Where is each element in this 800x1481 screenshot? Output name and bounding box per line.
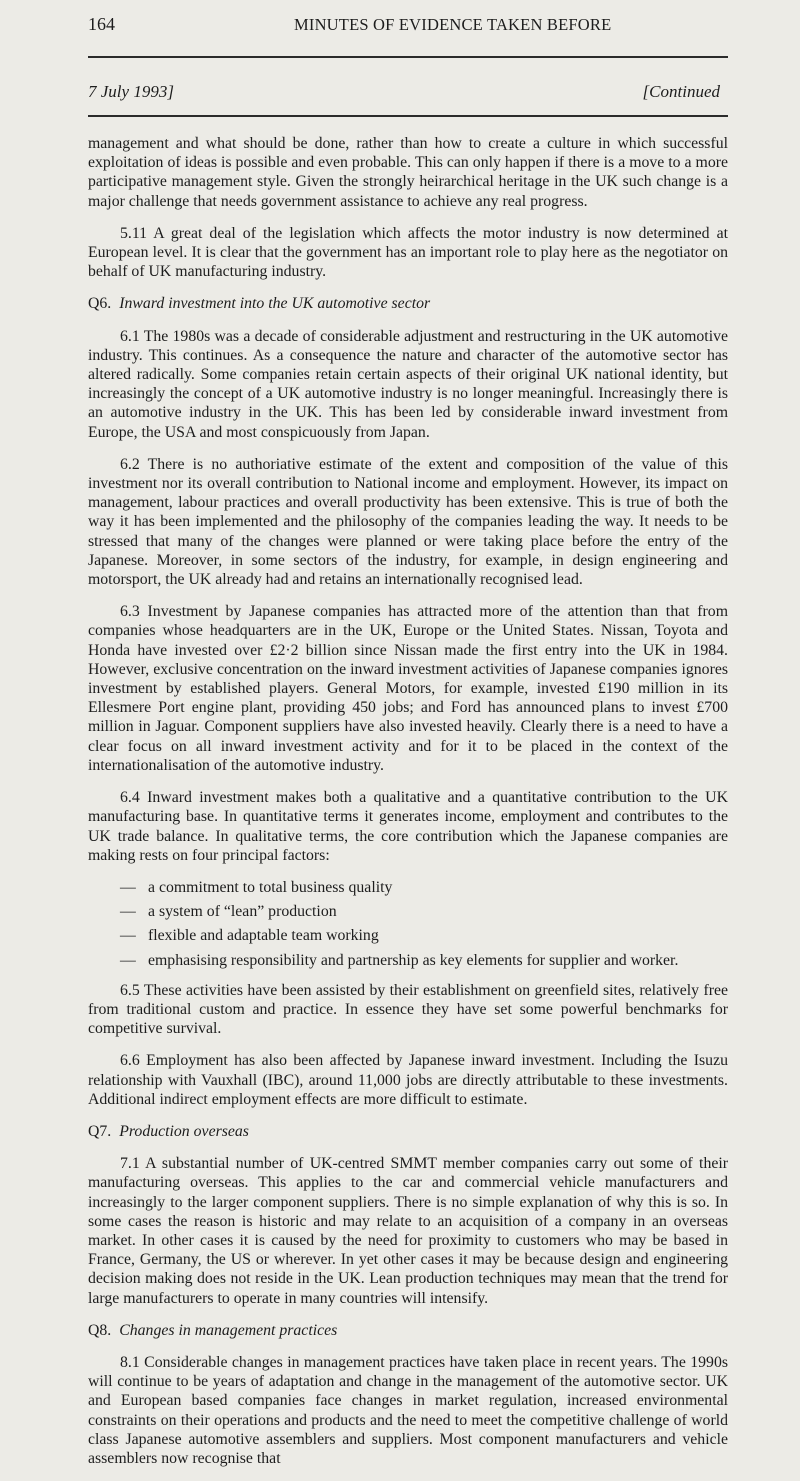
paragraph-5-11: 5.11 A great deal of the legislation which affects the motor industry is now determined at European level. It is clear that the government has an important role to play here as the negotiator on behalf of UK manufacturing industry. (88, 224, 728, 281)
continued-label: [Continued (642, 82, 720, 101)
header-rule-bottom (88, 115, 728, 117)
question-8-heading (88, 1321, 728, 1340)
question-6-number: Q6. (88, 295, 112, 313)
list-item: — emphasising responsibility and partnership as key elements for supplier and worker. (120, 951, 679, 969)
evidence-date: 7 July 1993] (88, 82, 174, 101)
dash-marker: — (120, 878, 136, 896)
paragraph-6-1: 6.1 The 1980s was a decade of considerable adjustment and restructuring in the UK automotive industry. This continues. As a consequence the nature and character of the automotive sector has altered radically. Some companies retain certain aspects of their original UK national identity, but increasingly the concept of a UK automotive industry is no longer meaningful. Increasingly there is an automotive industry in the UK. This has been led by considerable inward investment from Europe, the USA and most conspicuously from Japan. (88, 327, 728, 441)
list-item: — a commitment to total business quality (120, 878, 393, 896)
dash-marker: — (120, 927, 136, 945)
list-item: — flexible and adaptable team working (120, 927, 379, 945)
running-title: MINUTES OF EVIDENCE TAKEN BEFORE (294, 15, 612, 34)
question-8-number: Q8. (88, 1321, 112, 1339)
header-rule-top (88, 56, 728, 58)
question-7-title: Production overseas (119, 1122, 249, 1140)
paragraph-6-5: 6.5 These activities have been assisted by their establishment on greenfield sites, relatively free from traditional custom and practice. In essence they have set some powerful benchmarks for competitive survival. (88, 981, 728, 1038)
paragraph-6-4: 6.4 Inward investment makes both a qualitative and a quantitative contribution to the UK manufacturing base. In quantitative terms it generates income, employment and contributes to the UK trade balance. In qualitative terms, the core contribution which the Japanese companies are making rests on four principal factors: (88, 789, 728, 864)
question-6-title: Inward investment into the UK automotive sector (119, 295, 431, 313)
date-line (88, 82, 728, 104)
question-6-heading (88, 294, 728, 313)
paragraph-8-1: 8.1 Considerable changes in management practices have taken place in recent years. The 1990s will continue to be years of adaptation and change in the management of the automotive sector. UK and European based companies face changes in market regulation, increased environmental constraints on their operations and products and the need to meet the competitive challenge of world class Japanese automotive assemblers and suppliers. Most component manufacturers and vehicle assemblers now recognise that (88, 1353, 728, 1467)
factors-list (88, 878, 728, 970)
dash-marker: — (120, 903, 136, 921)
question-8-title: Changes in management practices (119, 1321, 338, 1339)
paragraph-6-2: 6.2 There is no authoriative estimate of the extent and composition of the value of this investment nor its overall contribution to National income and employment. However, its impact on management, labour practices and overall productivity has been extensive. This is true of both the way it has been implemented and the philosophy of the companies leading the way. It needs to be stressed that many of the changes were planned or were taking place before the entry of the Japanese. Moreover, in some sectors of the industry, for example, in design engineering and motorsport, the UK already had and retains an internationally recognised lead. (88, 455, 728, 589)
list-item: — a system of “lean” production (120, 903, 337, 921)
paragraph-6-3: 6.3 Investment by Japanese companies has attracted more of the attention than that from companies whose headquarters are in the UK, Europe or the United States. Nissan, Toyota and Honda have invested over £2·2 billion since Nissan made the first entry into the UK in 1984. However, exclusive concentration on the inward investment activities of Japanese companies ignores investment by established players. General Motors, for example, invested £190 million in its Ellesmere Port engine plant, providing 450 jobs; and Ford has announced plans to invest £700 million in Jaguar. Component suppliers have also invested heavily. Clearly there is a need to have a clear focus on all inward investment activity and for it to be placed in the context of the internationalisation of the automotive industry. (88, 603, 728, 774)
paragraph-7-1: 7.1 A substantial number of UK-centred SMMT member companies carry out some of their manufacturing overseas. This applies to the car and commercial vehicle manufacturers and increasingly to the larger component suppliers. There is no simple explanation of why this is so. In some cases the reason is historic and may relate to an acquisition of a company in an overseas market. In other cases it is caused by the need for proximity to customers who may be based in France, Germany, the US or wherever. In yet other cases it may be because design and engineering decision making does not reside in the UK. Lean production techniques may mean that the trend for large manufacturers to operate in many countries will intensify. (88, 1155, 728, 1307)
question-7-number: Q7. (88, 1122, 112, 1140)
page-number: 164 (88, 14, 115, 34)
body-text (88, 134, 728, 1481)
running-head (88, 14, 728, 38)
dash-marker: — (120, 951, 136, 969)
paragraph-6-6: 6.6 Employment has also been affected by Japanese inward investment. Including the Isuzu relationship with Vauxhall (IBC), around 11,000 jobs are directly attributable to these investments. Additional indirect employment effects are more difficult to estimate. (88, 1052, 728, 1108)
question-7-heading (88, 1122, 728, 1141)
paragraph-continuation: management and what should be done, rather than how to create a culture in which successful exploitation of ideas is possible and even probable. This can only happen if there is a move to a more participative management style. Given the strongly heirarchical heritage in the UK such change is a major challenge that needs government assistance to achieve any real progress. (88, 135, 728, 210)
